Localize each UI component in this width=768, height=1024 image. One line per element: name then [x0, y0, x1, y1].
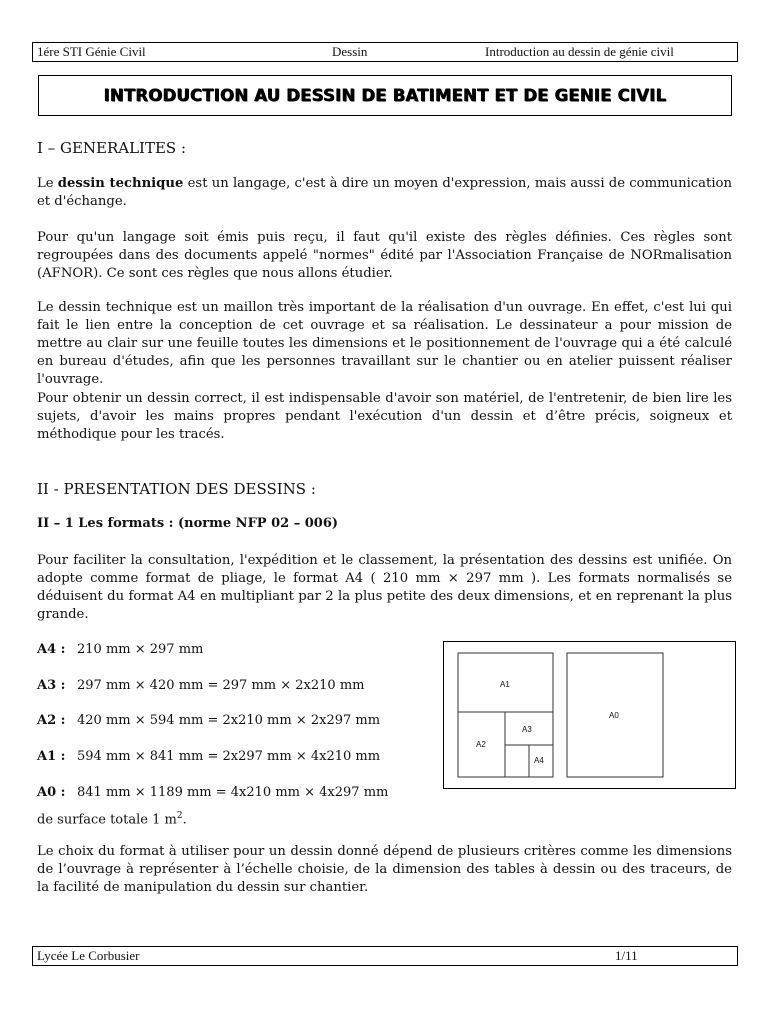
- header-topic: Introduction au dessin de génie civil: [485, 44, 674, 59]
- section-2-paragraph-1: Pour faciliter la consultation, l'expédition et le classement, la présentation des dessins est unifiée. On adopte comme format de pliage, le format A4 ( 210 mm × 297 mm ). Les formats normalisés se déduisent du format A4 en multipliant par 2 la plus petite des deux dimensions, et en reprenant la plus grande.: [37, 553, 732, 622]
- section-1-paragraph-4: Pour obtenir un dessin correct, il est indispensable d'avoir son matériel, de l'entretenir, de bien lire les sujets, d'avoir les mains propres pendant l'exécution d'un dessin et d’être précis, soigneux et méthodique pour les tracés.: [37, 391, 732, 442]
- label-a3: A3: [522, 725, 532, 734]
- format-line-a0: A0 : 841 mm × 1189 mm = 4x210 mm × 4x297 mm: [37, 785, 389, 800]
- section-1-paragraph-2: Pour qu'un langage soit émis puis reçu, il faut qu'il existe des règles définies. Ces règles sont regroupées dans des documents appelé "normes" édité par l'Association Française de NORmalisation (AFNOR). Ce sont ces règles que nous allons étudier.: [37, 230, 732, 281]
- section-1-paragraph-1: Le dessin technique est un langage, c'est à dire un moyen d'expression, mais aussi de communication et d'échange.: [37, 176, 732, 209]
- footer-school: Lycée Le Corbusier: [37, 948, 140, 963]
- label-a0: A0: [609, 711, 619, 720]
- document-title-box: [38, 75, 732, 116]
- bold-term: dessin technique: [57, 176, 184, 191]
- header-subject: Dessin: [332, 44, 368, 59]
- page-header: [32, 42, 738, 62]
- section-1-paragraph-3: Le dessin technique est un maillon très important de la réalisation d'un ouvrage. En effet, c'est lui qui fait le lien entre la conception de cet ouvrage et sa réalisation. Le dessinateur a pour mission de mettre au clair sur une feuille toutes les dimensions et le positionnement de l'ouvrage qui a été calculé en bureau d'études, afin que les personnes travaillant sur le chantier ou en atelier puissent réaliser l'ouvrage.: [37, 300, 732, 387]
- section-1-heading: I – GENERALITES :: [37, 139, 187, 157]
- header-class: 1ére STI Génie Civil: [37, 44, 146, 59]
- surface-line: de surface totale 1 $m^2$.: [37, 811, 187, 828]
- paper-formats-figure: [443, 641, 736, 789]
- section-2-1-heading: II – 1 Les formats : (norme NFP 02 – 006): [37, 516, 339, 531]
- format-line-a3: A3 : 297 mm × 420 mm = 297 mm × 2x210 mm: [37, 678, 365, 693]
- label-a4: A4: [534, 756, 544, 765]
- format-line-a1: A1 : 594 mm × 841 mm = 2x297 mm × 4x210 mm: [37, 749, 381, 764]
- section-2-paragraph-2: Le choix du format à utiliser pour un dessin donné dépend de plusieurs critères comme les dimensions de l’ouvrage à représenter à l’échelle choisie, de la dimension des tables à dessin ou des traceurs, de la facilité de manipulation du dessin sur chantier.: [37, 844, 732, 895]
- label-a2: A2: [476, 740, 486, 749]
- label-a1: A1: [500, 680, 510, 689]
- format-line-a2: A2 : 420 mm × 594 mm = 2x210 mm × 2x297 mm: [37, 713, 381, 728]
- document-title: INTRODUCTION AU DESSIN DE BATIMENT ET DE GENIE CIVIL: [103, 86, 667, 105]
- page-footer: [32, 946, 738, 966]
- format-line-a4: A4 : 210 mm × 297 mm: [37, 642, 204, 657]
- section-2-heading: II - PRESENTATION DES DESSINS :: [37, 480, 316, 498]
- footer-page-number: 1/11: [615, 948, 638, 963]
